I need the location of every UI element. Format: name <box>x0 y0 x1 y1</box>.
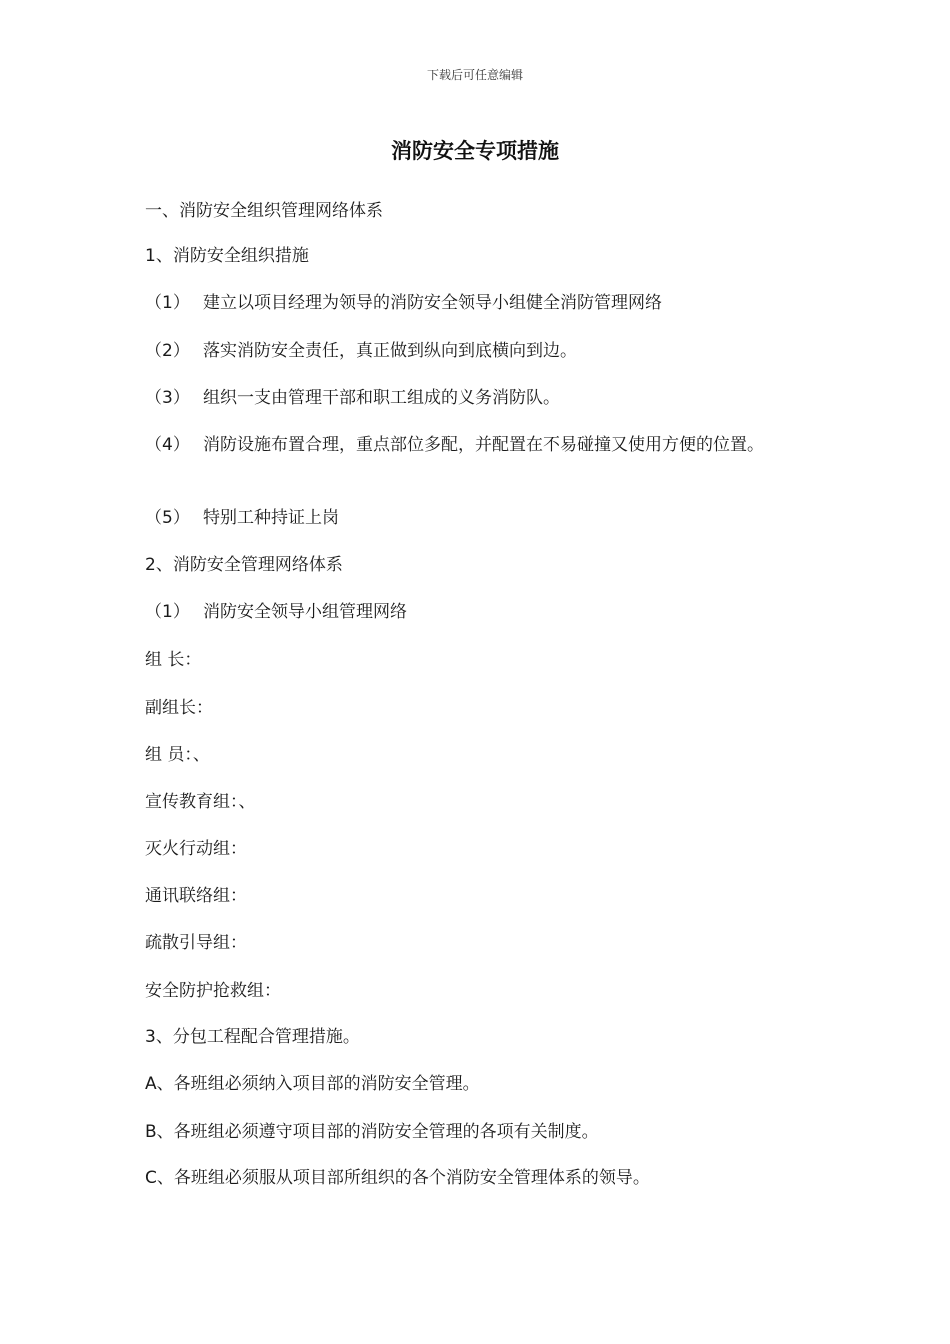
item-number: （1） <box>145 293 190 313</box>
list-item <box>145 600 407 624</box>
item-text: 组织一支由管理干部和职工组成的义务消防队。 <box>203 388 560 408</box>
list-item <box>145 506 339 530</box>
role-rescue-group: 安全防护抢救组： <box>145 981 281 1001</box>
subsection-heading-3: 3、分包工程配合管理措施。 <box>145 1027 360 1047</box>
document-title: 消防安全专项措施 <box>391 139 559 163</box>
list-item <box>145 339 577 363</box>
list-item <box>145 291 662 315</box>
item-text: 落实消防安全责任，真正做到纵向到底横向到边。 <box>203 341 577 361</box>
list-item-wrapped <box>145 433 805 458</box>
role-publicity-group: 宣传教育组：、 <box>145 792 256 812</box>
item-text: 消防设施布置合理，重点部位多配，并配置在不易碰撞又使用方便的位置。 <box>203 435 764 455</box>
role-communication-group: 通讯联络组： <box>145 886 247 906</box>
role-leader: 组 长： <box>145 650 202 670</box>
section-heading: 一、消防安全组织管理网络体系 <box>145 201 383 221</box>
header-note: 下载后可任意编辑 <box>426 68 523 82</box>
measure-item-b: B、各班组必须遵守项目部的消防安全管理的各项有关制度。 <box>145 1122 599 1142</box>
subsection-heading-1: 1、消防安全组织措施 <box>145 246 309 266</box>
item-number: （3） <box>145 388 190 408</box>
role-members: 组 员：、 <box>145 745 210 765</box>
item-number: （2） <box>145 341 190 361</box>
role-evacuation-group: 疏散引导组： <box>145 933 247 953</box>
role-deputy-leader: 副组长： <box>145 698 213 718</box>
item-number: （1） <box>145 602 190 622</box>
item-number: （5） <box>145 508 190 528</box>
subsection-heading-2: 2、消防安全管理网络体系 <box>145 555 343 575</box>
item-text: 消防安全领导小组管理网络 <box>203 602 407 622</box>
item-text: 特别工种持证上岗 <box>203 508 339 528</box>
measure-item-a: A、各班组必须纳入项目部的消防安全管理。 <box>145 1074 480 1094</box>
list-item <box>145 386 560 410</box>
item-text: 建立以项目经理为领导的消防安全领导小组健全消防管理网络 <box>203 293 662 313</box>
item-number: （4） <box>145 435 190 455</box>
role-firefighting-group: 灭火行动组： <box>145 839 247 859</box>
measure-item-c: C、各班组必须服从项目部所组织的各个消防安全管理体系的领导。 <box>145 1168 650 1188</box>
